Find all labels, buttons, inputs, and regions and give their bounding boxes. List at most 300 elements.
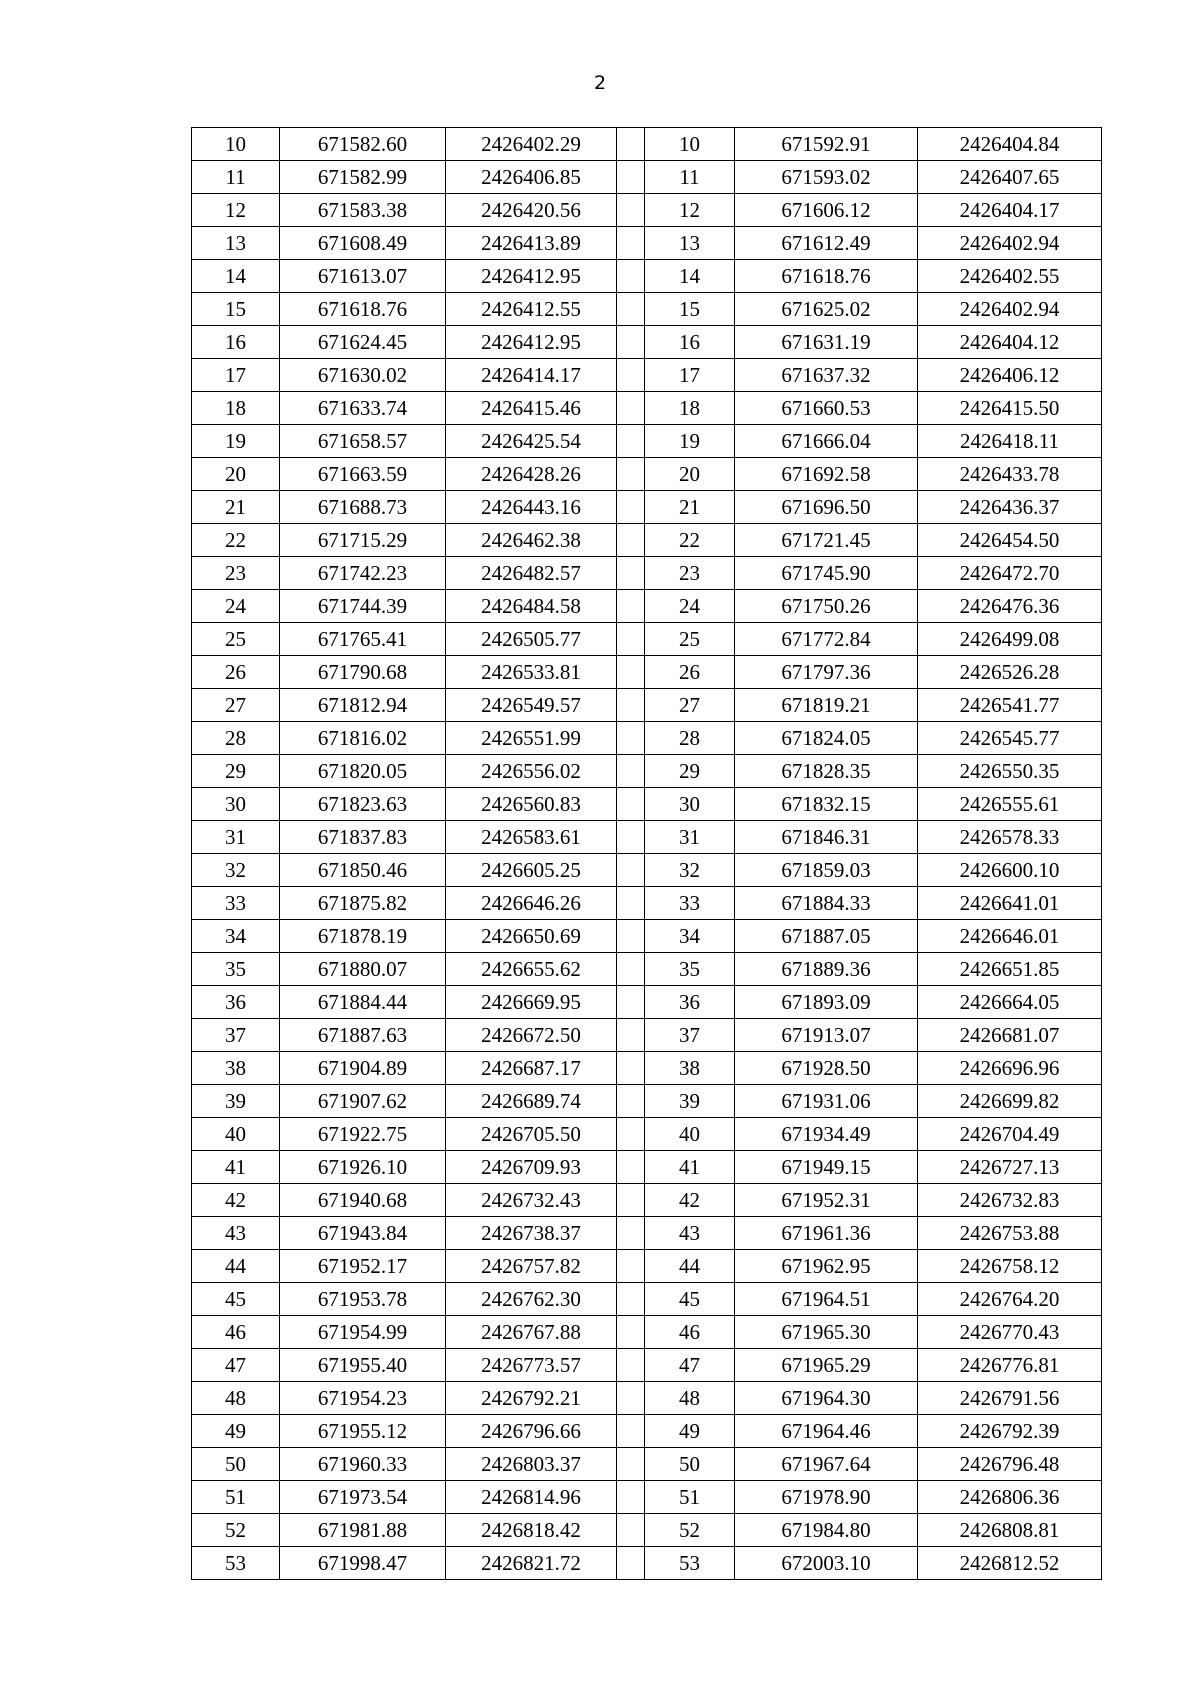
- right-point-number: 49: [645, 1415, 735, 1448]
- right-y-coordinate: 2426406.12: [918, 359, 1102, 392]
- table-row: [192, 1217, 1102, 1250]
- right-x-coordinate: 671965.29: [735, 1349, 918, 1382]
- spacer-cell: [617, 1547, 645, 1580]
- table-row: [192, 1481, 1102, 1514]
- left-point-number: 43: [192, 1217, 280, 1250]
- table-row: [192, 491, 1102, 524]
- left-x-coordinate: 671582.99: [280, 161, 446, 194]
- right-x-coordinate: 671828.35: [735, 755, 918, 788]
- right-x-coordinate: 671884.33: [735, 887, 918, 920]
- left-y-coordinate: 2426414.17: [446, 359, 617, 392]
- right-point-number: 10: [645, 128, 735, 161]
- right-point-number: 39: [645, 1085, 735, 1118]
- table-row: [192, 1250, 1102, 1283]
- left-point-number: 20: [192, 458, 280, 491]
- page-number: 2: [593, 72, 607, 94]
- spacer-cell: [617, 524, 645, 557]
- table-row: [192, 1349, 1102, 1382]
- right-point-number: 45: [645, 1283, 735, 1316]
- right-point-number: 11: [645, 161, 735, 194]
- right-y-coordinate: 2426499.08: [918, 623, 1102, 656]
- left-y-coordinate: 2426738.37: [446, 1217, 617, 1250]
- left-y-coordinate: 2426792.21: [446, 1382, 617, 1415]
- left-y-coordinate: 2426413.89: [446, 227, 617, 260]
- right-y-coordinate: 2426404.17: [918, 194, 1102, 227]
- right-point-number: 36: [645, 986, 735, 1019]
- spacer-cell: [617, 1382, 645, 1415]
- right-x-coordinate: 671961.36: [735, 1217, 918, 1250]
- right-x-coordinate: 671964.30: [735, 1382, 918, 1415]
- right-y-coordinate: 2426476.36: [918, 590, 1102, 623]
- left-point-number: 16: [192, 326, 280, 359]
- right-y-coordinate: 2426402.55: [918, 260, 1102, 293]
- left-y-coordinate: 2426482.57: [446, 557, 617, 590]
- left-y-coordinate: 2426560.83: [446, 788, 617, 821]
- left-y-coordinate: 2426406.85: [446, 161, 617, 194]
- right-point-number: 12: [645, 194, 735, 227]
- table-row: [192, 1019, 1102, 1052]
- left-x-coordinate: 671954.99: [280, 1316, 446, 1349]
- right-point-number: 25: [645, 623, 735, 656]
- spacer-cell: [617, 161, 645, 194]
- table-row: [192, 293, 1102, 326]
- right-x-coordinate: 671978.90: [735, 1481, 918, 1514]
- table-row: [192, 227, 1102, 260]
- left-x-coordinate: 671955.40: [280, 1349, 446, 1382]
- right-x-coordinate: 671696.50: [735, 491, 918, 524]
- right-y-coordinate: 2426792.39: [918, 1415, 1102, 1448]
- right-x-coordinate: 671928.50: [735, 1052, 918, 1085]
- left-x-coordinate: 671624.45: [280, 326, 446, 359]
- left-x-coordinate: 671981.88: [280, 1514, 446, 1547]
- table-row: [192, 260, 1102, 293]
- table-row: [192, 1415, 1102, 1448]
- right-y-coordinate: 2426418.11: [918, 425, 1102, 458]
- right-y-coordinate: 2426578.33: [918, 821, 1102, 854]
- table-row: [192, 524, 1102, 557]
- right-point-number: 33: [645, 887, 735, 920]
- left-y-coordinate: 2426796.66: [446, 1415, 617, 1448]
- left-point-number: 18: [192, 392, 280, 425]
- left-x-coordinate: 671765.41: [280, 623, 446, 656]
- right-point-number: 35: [645, 953, 735, 986]
- right-point-number: 15: [645, 293, 735, 326]
- left-point-number: 25: [192, 623, 280, 656]
- left-x-coordinate: 671630.02: [280, 359, 446, 392]
- left-x-coordinate: 671742.23: [280, 557, 446, 590]
- right-x-coordinate: 671721.45: [735, 524, 918, 557]
- spacer-cell: [617, 260, 645, 293]
- right-y-coordinate: 2426796.48: [918, 1448, 1102, 1481]
- left-x-coordinate: 671633.74: [280, 392, 446, 425]
- right-x-coordinate: 671964.46: [735, 1415, 918, 1448]
- left-point-number: 29: [192, 755, 280, 788]
- right-y-coordinate: 2426758.12: [918, 1250, 1102, 1283]
- right-x-coordinate: 671934.49: [735, 1118, 918, 1151]
- spacer-cell: [617, 656, 645, 689]
- right-point-number: 28: [645, 722, 735, 755]
- left-point-number: 42: [192, 1184, 280, 1217]
- left-y-coordinate: 2426412.95: [446, 260, 617, 293]
- right-point-number: 38: [645, 1052, 735, 1085]
- left-x-coordinate: 671837.83: [280, 821, 446, 854]
- table-row: [192, 1547, 1102, 1580]
- left-x-coordinate: 671926.10: [280, 1151, 446, 1184]
- left-y-coordinate: 2426415.46: [446, 392, 617, 425]
- table-row: [192, 821, 1102, 854]
- left-x-coordinate: 671608.49: [280, 227, 446, 260]
- right-x-coordinate: 671631.19: [735, 326, 918, 359]
- left-point-number: 21: [192, 491, 280, 524]
- right-x-coordinate: 671962.95: [735, 1250, 918, 1283]
- right-y-coordinate: 2426472.70: [918, 557, 1102, 590]
- left-x-coordinate: 671955.12: [280, 1415, 446, 1448]
- left-point-number: 12: [192, 194, 280, 227]
- left-y-coordinate: 2426672.50: [446, 1019, 617, 1052]
- table-row: [192, 1316, 1102, 1349]
- right-x-coordinate: 671859.03: [735, 854, 918, 887]
- right-point-number: 31: [645, 821, 735, 854]
- left-point-number: 35: [192, 953, 280, 986]
- spacer-cell: [617, 1118, 645, 1151]
- table-row: [192, 689, 1102, 722]
- left-x-coordinate: 671790.68: [280, 656, 446, 689]
- table-row: [192, 458, 1102, 491]
- right-y-coordinate: 2426770.43: [918, 1316, 1102, 1349]
- spacer-cell: [617, 1250, 645, 1283]
- left-y-coordinate: 2426412.55: [446, 293, 617, 326]
- right-point-number: 17: [645, 359, 735, 392]
- left-point-number: 24: [192, 590, 280, 623]
- right-point-number: 40: [645, 1118, 735, 1151]
- left-point-number: 31: [192, 821, 280, 854]
- spacer-cell: [617, 392, 645, 425]
- left-point-number: 44: [192, 1250, 280, 1283]
- left-y-coordinate: 2426646.26: [446, 887, 617, 920]
- table-row: [192, 788, 1102, 821]
- right-point-number: 53: [645, 1547, 735, 1580]
- left-y-coordinate: 2426605.25: [446, 854, 617, 887]
- table-row: [192, 128, 1102, 161]
- left-y-coordinate: 2426687.17: [446, 1052, 617, 1085]
- right-point-number: 42: [645, 1184, 735, 1217]
- spacer-cell: [617, 755, 645, 788]
- left-point-number: 36: [192, 986, 280, 1019]
- right-x-coordinate: 671846.31: [735, 821, 918, 854]
- right-point-number: 50: [645, 1448, 735, 1481]
- right-y-coordinate: 2426541.77: [918, 689, 1102, 722]
- spacer-cell: [617, 1184, 645, 1217]
- right-y-coordinate: 2426454.50: [918, 524, 1102, 557]
- left-y-coordinate: 2426650.69: [446, 920, 617, 953]
- left-x-coordinate: 671816.02: [280, 722, 446, 755]
- right-point-number: 43: [645, 1217, 735, 1250]
- right-point-number: 52: [645, 1514, 735, 1547]
- right-point-number: 26: [645, 656, 735, 689]
- table-row: [192, 722, 1102, 755]
- spacer-cell: [617, 623, 645, 656]
- table-row: [192, 1448, 1102, 1481]
- right-y-coordinate: 2426651.85: [918, 953, 1102, 986]
- right-x-coordinate: 671913.07: [735, 1019, 918, 1052]
- left-point-number: 40: [192, 1118, 280, 1151]
- left-point-number: 14: [192, 260, 280, 293]
- spacer-cell: [617, 359, 645, 392]
- right-x-coordinate: 671797.36: [735, 656, 918, 689]
- coordinates-table: [191, 127, 1102, 1580]
- left-point-number: 27: [192, 689, 280, 722]
- right-x-coordinate: 671832.15: [735, 788, 918, 821]
- right-x-coordinate: 671606.12: [735, 194, 918, 227]
- left-y-coordinate: 2426803.37: [446, 1448, 617, 1481]
- left-point-number: 26: [192, 656, 280, 689]
- left-point-number: 46: [192, 1316, 280, 1349]
- spacer-cell: [617, 1151, 645, 1184]
- right-x-coordinate: 671750.26: [735, 590, 918, 623]
- spacer-cell: [617, 293, 645, 326]
- table-row: [192, 1283, 1102, 1316]
- coordinates-table-body: [192, 128, 1102, 1580]
- left-x-coordinate: 671904.89: [280, 1052, 446, 1085]
- right-point-number: 14: [645, 260, 735, 293]
- left-y-coordinate: 2426462.38: [446, 524, 617, 557]
- right-y-coordinate: 2426600.10: [918, 854, 1102, 887]
- left-point-number: 38: [192, 1052, 280, 1085]
- left-y-coordinate: 2426669.95: [446, 986, 617, 1019]
- left-x-coordinate: 671884.44: [280, 986, 446, 1019]
- right-x-coordinate: 671612.49: [735, 227, 918, 260]
- left-point-number: 34: [192, 920, 280, 953]
- left-x-coordinate: 671850.46: [280, 854, 446, 887]
- left-x-coordinate: 671688.73: [280, 491, 446, 524]
- right-x-coordinate: 671637.32: [735, 359, 918, 392]
- right-y-coordinate: 2426404.12: [918, 326, 1102, 359]
- spacer-cell: [617, 920, 645, 953]
- left-y-coordinate: 2426484.58: [446, 590, 617, 623]
- left-point-number: 17: [192, 359, 280, 392]
- spacer-cell: [617, 1415, 645, 1448]
- table-row: [192, 656, 1102, 689]
- right-y-coordinate: 2426550.35: [918, 755, 1102, 788]
- right-y-coordinate: 2426664.05: [918, 986, 1102, 1019]
- spacer-cell: [617, 1085, 645, 1118]
- right-x-coordinate: 671893.09: [735, 986, 918, 1019]
- left-y-coordinate: 2426412.95: [446, 326, 617, 359]
- right-point-number: 27: [645, 689, 735, 722]
- table-row: [192, 161, 1102, 194]
- table-row: [192, 1151, 1102, 1184]
- right-x-coordinate: 671625.02: [735, 293, 918, 326]
- right-x-coordinate: 671666.04: [735, 425, 918, 458]
- left-x-coordinate: 671583.38: [280, 194, 446, 227]
- right-x-coordinate: 671889.36: [735, 953, 918, 986]
- left-x-coordinate: 671582.60: [280, 128, 446, 161]
- right-y-coordinate: 2426791.56: [918, 1382, 1102, 1415]
- left-x-coordinate: 671715.29: [280, 524, 446, 557]
- right-point-number: 23: [645, 557, 735, 590]
- left-x-coordinate: 671663.59: [280, 458, 446, 491]
- right-y-coordinate: 2426699.82: [918, 1085, 1102, 1118]
- right-x-coordinate: 671772.84: [735, 623, 918, 656]
- left-y-coordinate: 2426689.74: [446, 1085, 617, 1118]
- right-y-coordinate: 2426402.94: [918, 227, 1102, 260]
- table-row: [192, 1514, 1102, 1547]
- left-x-coordinate: 671880.07: [280, 953, 446, 986]
- left-y-coordinate: 2426757.82: [446, 1250, 617, 1283]
- right-point-number: 47: [645, 1349, 735, 1382]
- left-x-coordinate: 671922.75: [280, 1118, 446, 1151]
- right-y-coordinate: 2426696.96: [918, 1052, 1102, 1085]
- left-point-number: 13: [192, 227, 280, 260]
- right-point-number: 48: [645, 1382, 735, 1415]
- left-y-coordinate: 2426818.42: [446, 1514, 617, 1547]
- spacer-cell: [617, 1514, 645, 1547]
- left-y-coordinate: 2426551.99: [446, 722, 617, 755]
- right-y-coordinate: 2426545.77: [918, 722, 1102, 755]
- left-point-number: 39: [192, 1085, 280, 1118]
- left-point-number: 37: [192, 1019, 280, 1052]
- left-y-coordinate: 2426556.02: [446, 755, 617, 788]
- spacer-cell: [617, 722, 645, 755]
- right-y-coordinate: 2426727.13: [918, 1151, 1102, 1184]
- right-point-number: 41: [645, 1151, 735, 1184]
- table-row: [192, 590, 1102, 623]
- spacer-cell: [617, 1217, 645, 1250]
- table-row: [192, 1118, 1102, 1151]
- left-y-coordinate: 2426420.56: [446, 194, 617, 227]
- spacer-cell: [617, 1448, 645, 1481]
- left-point-number: 47: [192, 1349, 280, 1382]
- right-y-coordinate: 2426641.01: [918, 887, 1102, 920]
- left-y-coordinate: 2426443.16: [446, 491, 617, 524]
- spacer-cell: [617, 1349, 645, 1382]
- left-x-coordinate: 671953.78: [280, 1283, 446, 1316]
- left-y-coordinate: 2426425.54: [446, 425, 617, 458]
- left-point-number: 45: [192, 1283, 280, 1316]
- left-point-number: 23: [192, 557, 280, 590]
- spacer-cell: [617, 821, 645, 854]
- spacer-cell: [617, 854, 645, 887]
- spacer-cell: [617, 1019, 645, 1052]
- left-y-coordinate: 2426705.50: [446, 1118, 617, 1151]
- spacer-cell: [617, 557, 645, 590]
- left-point-number: 49: [192, 1415, 280, 1448]
- right-x-coordinate: 672003.10: [735, 1547, 918, 1580]
- left-x-coordinate: 671618.76: [280, 293, 446, 326]
- table-row: [192, 953, 1102, 986]
- right-y-coordinate: 2426681.07: [918, 1019, 1102, 1052]
- left-x-coordinate: 671878.19: [280, 920, 446, 953]
- right-x-coordinate: 671964.51: [735, 1283, 918, 1316]
- right-y-coordinate: 2426402.94: [918, 293, 1102, 326]
- right-point-number: 16: [645, 326, 735, 359]
- right-point-number: 13: [645, 227, 735, 260]
- right-y-coordinate: 2426404.84: [918, 128, 1102, 161]
- right-x-coordinate: 671618.76: [735, 260, 918, 293]
- spacer-cell: [617, 887, 645, 920]
- right-y-coordinate: 2426415.50: [918, 392, 1102, 425]
- right-y-coordinate: 2426808.81: [918, 1514, 1102, 1547]
- left-y-coordinate: 2426767.88: [446, 1316, 617, 1349]
- left-y-coordinate: 2426732.43: [446, 1184, 617, 1217]
- left-point-number: 51: [192, 1481, 280, 1514]
- left-x-coordinate: 671973.54: [280, 1481, 446, 1514]
- left-y-coordinate: 2426505.77: [446, 623, 617, 656]
- left-y-coordinate: 2426583.61: [446, 821, 617, 854]
- left-x-coordinate: 671658.57: [280, 425, 446, 458]
- right-point-number: 29: [645, 755, 735, 788]
- left-x-coordinate: 671954.23: [280, 1382, 446, 1415]
- right-point-number: 32: [645, 854, 735, 887]
- left-point-number: 28: [192, 722, 280, 755]
- right-x-coordinate: 671745.90: [735, 557, 918, 590]
- spacer-cell: [617, 1283, 645, 1316]
- table-row: [192, 194, 1102, 227]
- left-x-coordinate: 671875.82: [280, 887, 446, 920]
- left-x-coordinate: 671998.47: [280, 1547, 446, 1580]
- right-y-coordinate: 2426436.37: [918, 491, 1102, 524]
- right-x-coordinate: 671965.30: [735, 1316, 918, 1349]
- spacer-cell: [617, 1481, 645, 1514]
- left-point-number: 50: [192, 1448, 280, 1481]
- spacer-cell: [617, 128, 645, 161]
- left-y-coordinate: 2426773.57: [446, 1349, 617, 1382]
- right-x-coordinate: 671967.64: [735, 1448, 918, 1481]
- table-row: [192, 359, 1102, 392]
- left-y-coordinate: 2426402.29: [446, 128, 617, 161]
- left-y-coordinate: 2426762.30: [446, 1283, 617, 1316]
- table-row: [192, 557, 1102, 590]
- right-point-number: 24: [645, 590, 735, 623]
- right-x-coordinate: 671952.31: [735, 1184, 918, 1217]
- right-point-number: 37: [645, 1019, 735, 1052]
- right-y-coordinate: 2426555.61: [918, 788, 1102, 821]
- right-y-coordinate: 2426704.49: [918, 1118, 1102, 1151]
- spacer-cell: [617, 689, 645, 722]
- right-point-number: 44: [645, 1250, 735, 1283]
- table-row: [192, 623, 1102, 656]
- left-point-number: 41: [192, 1151, 280, 1184]
- left-point-number: 30: [192, 788, 280, 821]
- right-x-coordinate: 671984.80: [735, 1514, 918, 1547]
- right-x-coordinate: 671593.02: [735, 161, 918, 194]
- table-row: [192, 755, 1102, 788]
- right-y-coordinate: 2426776.81: [918, 1349, 1102, 1382]
- spacer-cell: [617, 194, 645, 227]
- right-point-number: 21: [645, 491, 735, 524]
- spacer-cell: [617, 1316, 645, 1349]
- table-row: [192, 986, 1102, 1019]
- left-x-coordinate: 671812.94: [280, 689, 446, 722]
- left-point-number: 48: [192, 1382, 280, 1415]
- table-row: [192, 887, 1102, 920]
- left-point-number: 33: [192, 887, 280, 920]
- table-row: [192, 1184, 1102, 1217]
- spacer-cell: [617, 590, 645, 623]
- spacer-cell: [617, 458, 645, 491]
- spacer-cell: [617, 1052, 645, 1085]
- left-x-coordinate: 671907.62: [280, 1085, 446, 1118]
- left-point-number: 11: [192, 161, 280, 194]
- right-y-coordinate: 2426764.20: [918, 1283, 1102, 1316]
- left-x-coordinate: 671960.33: [280, 1448, 446, 1481]
- left-x-coordinate: 671943.84: [280, 1217, 446, 1250]
- right-y-coordinate: 2426732.83: [918, 1184, 1102, 1217]
- table-row: [192, 1382, 1102, 1415]
- left-y-coordinate: 2426533.81: [446, 656, 617, 689]
- spacer-cell: [617, 986, 645, 1019]
- table-row: [192, 425, 1102, 458]
